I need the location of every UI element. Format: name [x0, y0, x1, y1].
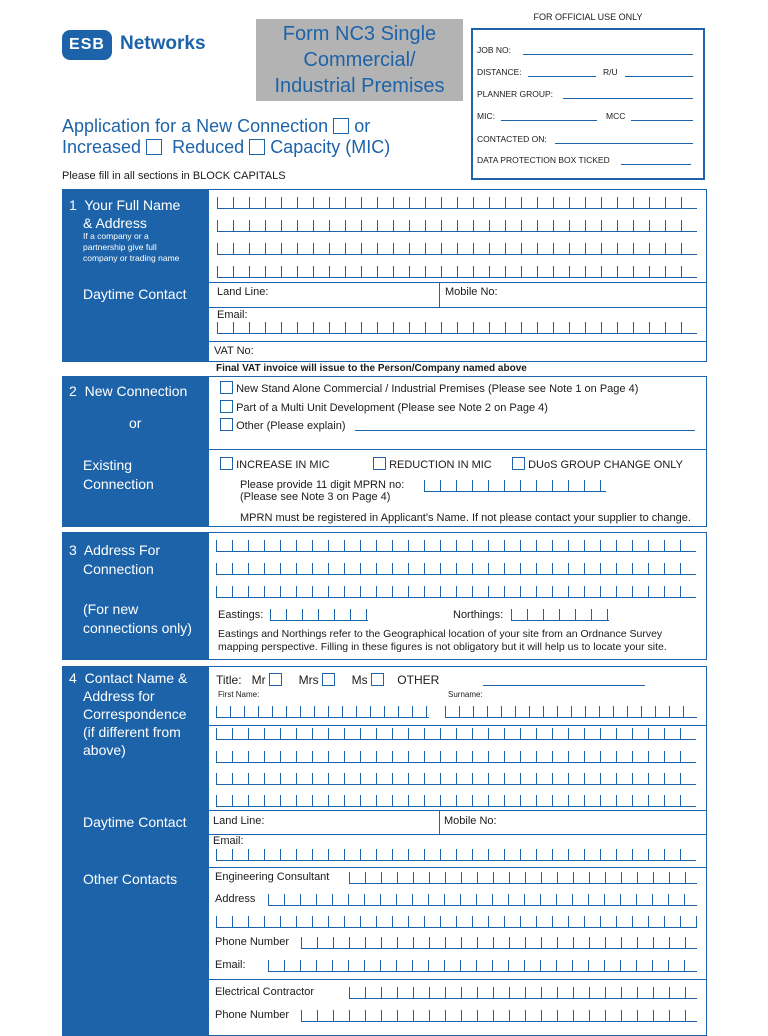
consultant-address-label: Address: [215, 893, 256, 905]
surname-cells[interactable]: [445, 706, 697, 718]
correspondence-address-cells-1[interactable]: [216, 728, 696, 740]
northings-label: Northings:: [453, 609, 504, 621]
existing-line1: Existing: [83, 457, 133, 473]
reduction-mic-label: REDUCTION IN MIC: [389, 459, 492, 471]
increase-mic-checkbox[interactable]: [220, 457, 233, 470]
northings-cells[interactable]: [511, 609, 609, 621]
section-4-number: 4: [69, 670, 77, 686]
increased-checkbox[interactable]: [146, 139, 162, 155]
electrical-contractor-label: Electrical Contractor: [215, 986, 315, 998]
section-2-title: New Connection: [84, 383, 188, 399]
other-explain-line[interactable]: [355, 430, 695, 431]
connection-address-cells-3[interactable]: [216, 586, 696, 598]
capacity-label: Capacity (MIC): [270, 137, 391, 157]
name-address-cells-3[interactable]: [217, 243, 697, 255]
application-or: or: [354, 116, 371, 136]
section-3-sidebar: [63, 533, 209, 659]
distance-line: [528, 76, 596, 77]
vat-invoice-note: Final VAT invoice will issue to the Person/Company named above: [216, 363, 527, 374]
contractor-phone-cells[interactable]: [301, 1010, 697, 1022]
eastings-cells[interactable]: [270, 609, 368, 621]
application-line1: Application for a New Connection: [62, 116, 329, 136]
email-label: Email:: [217, 309, 248, 321]
section-2-number: 2: [69, 383, 77, 399]
name-address-cells-4[interactable]: [217, 266, 697, 278]
stand-alone-checkbox[interactable]: [220, 381, 233, 394]
s4-land-line-label: Land Line:: [213, 815, 265, 827]
reduction-mic-checkbox[interactable]: [373, 457, 386, 470]
contractor-phone-label: Phone Number: [215, 1009, 289, 1021]
mrs-checkbox[interactable]: [322, 673, 335, 686]
consultant-email-cells[interactable]: [268, 960, 697, 972]
name-address-cells-2[interactable]: [217, 220, 697, 232]
planner-group-line: [563, 98, 693, 99]
mprn-line1: Please provide 11 digit MPRN no:: [240, 479, 405, 491]
form-title: [256, 19, 463, 101]
section-1-hint-line3: company or trading name: [83, 253, 180, 263]
section-1-title-line1: Your Full Name: [84, 197, 181, 213]
increase-mic-label: INCREASE IN MIC: [236, 459, 330, 471]
section-4-title-line5: above): [83, 742, 126, 758]
mic-label: MIC:: [477, 111, 495, 121]
section-3-number: 3: [69, 542, 77, 558]
section-1-hint-line1: If a company or a: [83, 231, 149, 241]
section-1-hint-line2: partnership give full: [83, 242, 157, 252]
connection-address-cells-1[interactable]: [216, 540, 696, 552]
mprn-line2: (Please see Note 3 on Page 4): [240, 491, 391, 503]
correspondence-address-cells-4[interactable]: [216, 795, 696, 807]
section-4-title-line4: (if different from: [83, 724, 181, 740]
consultant-email-label: Email:: [215, 959, 246, 971]
official-use-box: [471, 28, 705, 180]
section-3-address: [62, 532, 707, 660]
section-3-title-line1: Address For: [83, 542, 161, 558]
planner-group-label: PLANNER GROUP:: [477, 89, 554, 99]
mprn-note: MPRN must be registered in Applicant's Name. If not please contact your supplier to change.: [240, 512, 691, 524]
s4-email-cells[interactable]: [216, 849, 696, 861]
eastings-label: Eastings:: [218, 609, 264, 621]
section-1-sidebar: [63, 190, 209, 361]
ru-line: [625, 76, 693, 77]
s4-mobile-no-label: Mobile No:: [444, 815, 497, 827]
mr-label: Mr: [251, 673, 266, 687]
engineering-consultant-cells[interactable]: [349, 872, 697, 884]
ms-checkbox[interactable]: [371, 673, 384, 686]
esb-logo-mark: ESB: [62, 30, 112, 60]
application-type: [62, 116, 390, 158]
form-title-line1: Form NC3 Single: [282, 23, 437, 45]
other-checkbox[interactable]: [220, 418, 233, 431]
correspondence-address-cells-2[interactable]: [216, 751, 696, 763]
contacted-on-label: CONTACTED ON:: [477, 134, 547, 144]
title-label: Title:: [216, 673, 242, 687]
section-4-daytime-contact: Daytime Contact: [83, 814, 187, 830]
eastings-note-line1: Eastings and Northings refer to the Geographical location of your site from an Ordnance Survey: [218, 628, 663, 640]
ms-label: Ms: [351, 673, 368, 687]
section-1-title-line2: & Address: [83, 215, 147, 231]
contacted-on-line: [555, 143, 693, 144]
distance-label: DISTANCE:: [477, 67, 522, 77]
section-4-other-contacts: Other Contacts: [83, 871, 178, 887]
connection-address-cells-2[interactable]: [216, 563, 696, 575]
other-title-label: OTHER: [397, 673, 440, 687]
correspondence-address-cells-3[interactable]: [216, 773, 696, 785]
section-4-sidebar: [63, 667, 209, 1035]
other-explain-label: Other (Please explain): [236, 420, 346, 432]
increased-label: Increased: [62, 137, 142, 157]
email-cells[interactable]: [217, 322, 697, 334]
block-capitals-instruction: Please fill in all sections in BLOCK CAPITALS: [62, 170, 286, 182]
first-name-cells[interactable]: [216, 706, 429, 718]
duos-label: DUoS GROUP CHANGE ONLY: [528, 459, 683, 471]
ru-label: R/U: [603, 67, 618, 77]
data-protection-line: [621, 164, 691, 165]
reduced-label: Reduced: [172, 137, 245, 157]
first-name-label: First Name:: [218, 690, 260, 699]
official-use-caption: FOR OFFICIAL USE ONLY: [533, 12, 643, 22]
mcc-line: [631, 120, 693, 121]
section-3-sub-line2: connections only): [83, 620, 192, 636]
mic-line: [501, 120, 597, 121]
consultant-phone-label: Phone Number: [215, 936, 289, 948]
surname-label: Surname:: [448, 690, 483, 699]
logo-networks-text: Networks: [120, 33, 206, 54]
multi-unit-label: Part of a Multi Unit Development (Please see Note 2 on Page 4): [236, 402, 548, 414]
mprn-cells[interactable]: [424, 480, 606, 492]
eastings-note-line2: mapping perspective. Filling in these figures is not obligatory but it will help us to locate your site.: [218, 641, 667, 653]
consultant-address-cells-2[interactable]: [216, 916, 697, 928]
section-4-title-line3: Correspondence: [83, 706, 187, 722]
mobile-no-label: Mobile No:: [445, 286, 498, 298]
multi-unit-checkbox[interactable]: [220, 400, 233, 413]
consultant-address-cells-1[interactable]: [268, 894, 697, 906]
job-no-line: [523, 54, 693, 55]
electrical-contractor-cells[interactable]: [349, 987, 697, 999]
form-title-line2: Commercial/: [303, 49, 416, 71]
section-2-sidebar: [63, 377, 209, 526]
section-1-applicant: [62, 189, 707, 362]
form-title-line3: Industrial Premises: [274, 75, 445, 97]
reduced-checkbox[interactable]: [249, 139, 265, 155]
section-2-or: or: [129, 415, 142, 431]
name-address-cells-1[interactable]: [217, 197, 697, 209]
engineering-consultant-label: Engineering Consultant: [215, 871, 330, 883]
other-title-line[interactable]: [483, 685, 645, 686]
duos-checkbox[interactable]: [512, 457, 525, 470]
vat-no-label: VAT No:: [214, 345, 254, 357]
mcc-label: MCC: [606, 111, 626, 121]
s4-email-label: Email:: [213, 835, 244, 847]
stand-alone-label: New Stand Alone Commercial / Industrial Premises (Please see Note 1 on Page 4): [236, 383, 639, 395]
existing-line2: Connection: [83, 476, 154, 492]
section-2-connection-type: [62, 376, 707, 527]
mrs-label: Mrs: [298, 673, 319, 687]
section-3-sub-line1: (For new: [83, 601, 139, 617]
new-connection-checkbox[interactable]: [333, 118, 349, 134]
section-1-daytime-contact: Daytime Contact: [83, 286, 187, 302]
consultant-phone-cells[interactable]: [301, 937, 697, 949]
section-4-title-line1: Contact Name &: [84, 670, 188, 686]
section-3-title-line2: Connection: [83, 561, 154, 577]
section-1-number: 1: [69, 197, 77, 213]
mr-checkbox[interactable]: [269, 673, 282, 686]
section-4-correspondence: [62, 666, 707, 1036]
section-4-title-line2: Address for: [83, 688, 155, 704]
land-line-label: Land Line:: [217, 286, 269, 298]
job-no-label: JOB NO:: [477, 45, 512, 55]
data-protection-label: DATA PROTECTION BOX TICKED: [477, 155, 610, 165]
